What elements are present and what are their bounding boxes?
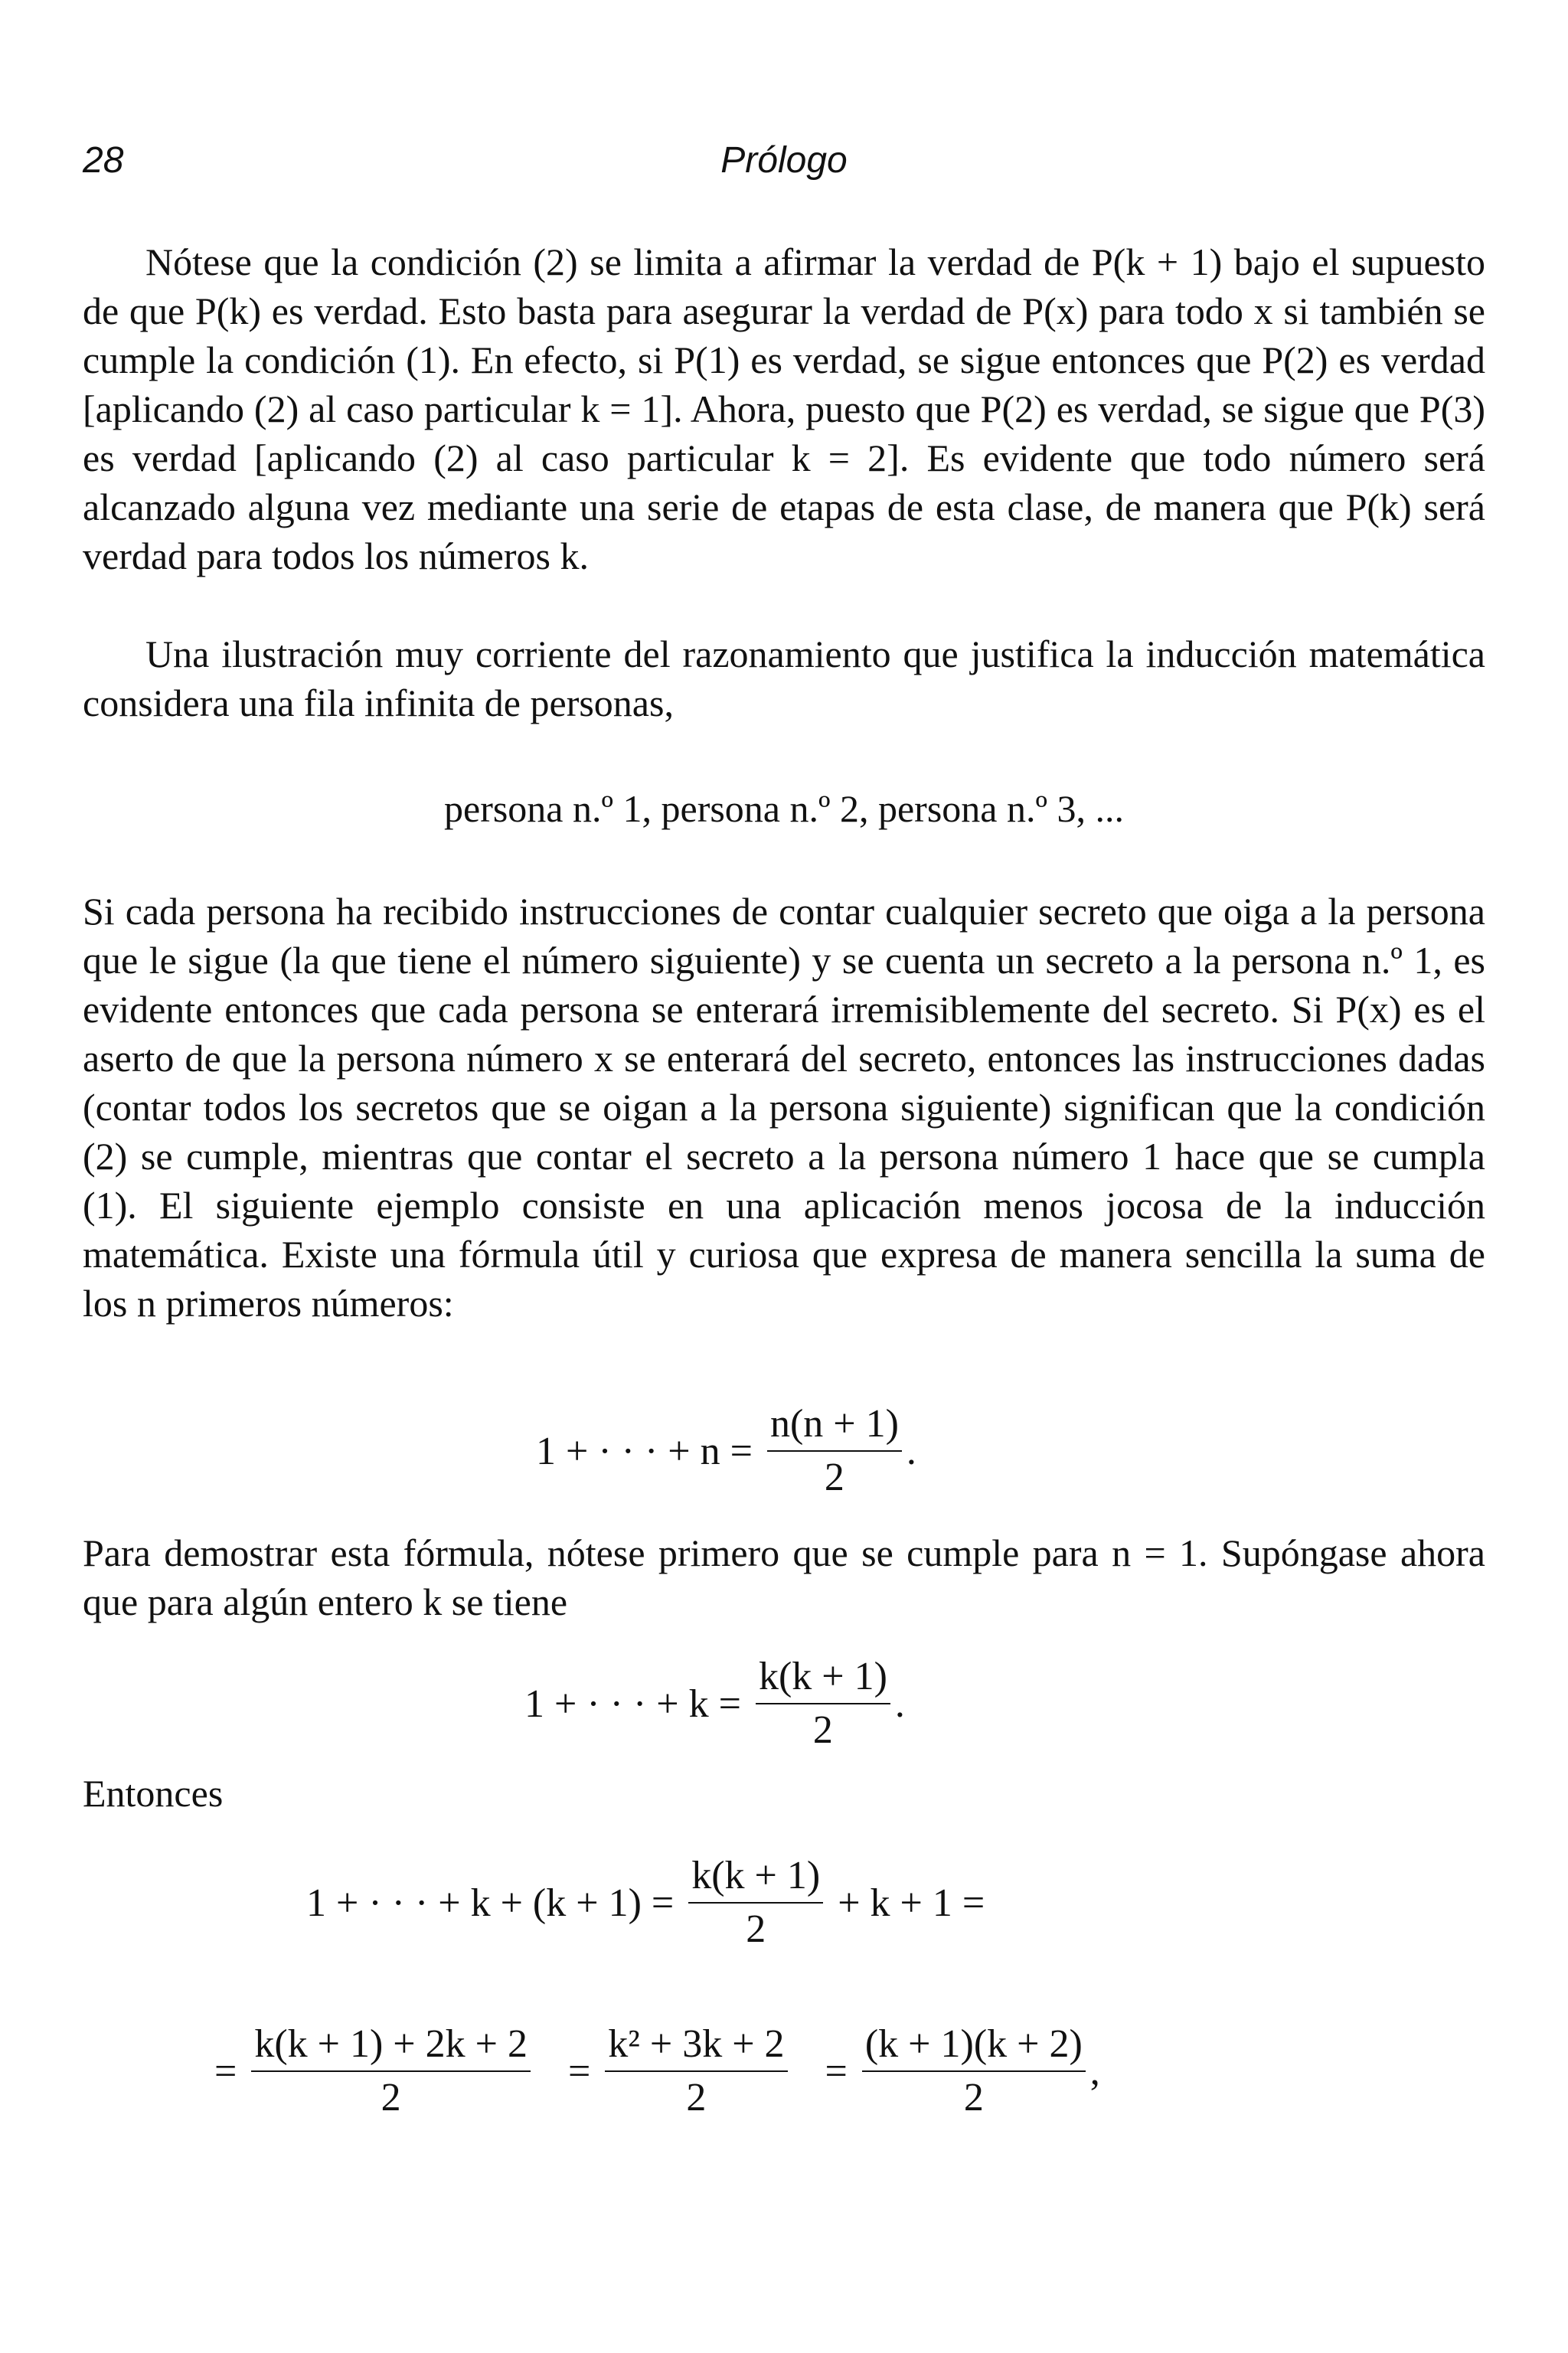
paragraph-text: Una ilustración muy corriente del razonamiento que justifica la inducción matemática considera una fila infinita de personas, — [83, 632, 1485, 724]
paragraph-text: Nótese que la condición (2) se limita a afirmar la verdad de P(k + 1) bajo el supuesto de que P(k) es verdad. Esto basta para asegurar la verdad de P(x) para todo x si también se cumple la condición (1). En efecto, si P(1) es verdad, se sigue entonces que P(2) es verdad [aplicando (2) al caso particular k = 1]. Ahora, puesto que P(2) es verdad, se sigue que P(3) es verdad [aplicando (2) al caso particular k = 2]. Es evidente que todo número será alcanzado alguna vez mediante una serie de etapas de esta clase, de manera que P(k) será verdad para todos los números k. — [83, 240, 1485, 577]
equation-lhs: 1 + · · · + n = — [536, 1429, 753, 1473]
numerator: k² + 3k + 2 — [605, 2021, 787, 2072]
equation-sum-k — [524, 1654, 905, 1753]
numerator: k(k + 1) — [756, 1654, 890, 1704]
paragraph-1 — [83, 237, 1485, 580]
equation-end: . — [906, 1429, 916, 1473]
page-number: 28 — [83, 140, 124, 181]
numerator: (k + 1)(k + 2) — [862, 2021, 1086, 2072]
fraction — [605, 2021, 787, 2121]
equals-sign: = — [825, 2049, 848, 2093]
fraction — [688, 1853, 823, 1953]
persons-list: persona n.º 1, persona n.º 2, persona n.º 3, ... — [444, 787, 1124, 830]
paragraph-text: Si cada persona ha recibido instrucciones de contar cualquier secreto que oiga a la persona que le sigue (la que tiene el número siguiente) y se cuenta un secreto a la persona n.º 1, es evidente entonces que cada persona se enterará irremisiblemente del secreto. Si P(x) es el aserto de que la persona número x se enterará del secreto, entonces las instrucciones dadas (contar todos los secretos que se oigan a la persona siguiente) significan que la condición (2) se cumple, mientras que contar el secreto a la persona número 1 hace que se cumpla (1). El siguiente ejemplo consiste en una aplicación menos jocosa de la inducción matemática. Existe una fórmula útil y curiosa que expresa de manera sencilla la suma de los n primeros números: — [83, 890, 1485, 1325]
paragraph-4 — [83, 1528, 1485, 1626]
equation-lhs: 1 + · · · + k + (k + 1) = — [306, 1881, 675, 1925]
equation-rhs: + k + 1 = — [838, 1881, 985, 1925]
running-title: Prólogo — [720, 140, 848, 181]
equation-end: , — [1089, 2049, 1100, 2093]
equation-induction-step — [306, 1853, 985, 1953]
fraction — [767, 1401, 902, 1501]
fraction — [251, 2021, 531, 2121]
paragraph-text: Entonces — [83, 1772, 224, 1815]
paragraph-3 — [83, 887, 1485, 1328]
numerator: n(n + 1) — [767, 1401, 902, 1452]
denominator: 2 — [381, 2076, 401, 2119]
equation-end: . — [894, 1681, 905, 1726]
equals-sign: = — [567, 2049, 591, 2093]
fraction — [756, 1654, 890, 1753]
fraction — [862, 2021, 1086, 2121]
equation-simplification — [214, 2021, 1100, 2121]
paragraph-2 — [83, 629, 1485, 727]
numerator: k(k + 1) — [688, 1853, 823, 1904]
equation-lhs: 1 + · · · + k = — [524, 1681, 741, 1726]
equals-sign: = — [214, 2049, 237, 2093]
equation-sum-n — [536, 1401, 916, 1501]
denominator: 2 — [963, 2076, 984, 2119]
denominator: 2 — [686, 2076, 707, 2119]
denominator: 2 — [746, 1907, 766, 1951]
numerator: k(k + 1) + 2k + 2 — [251, 2021, 531, 2072]
denominator: 2 — [824, 1456, 844, 1499]
denominator: 2 — [812, 1708, 833, 1752]
paragraph-text: Para demostrar esta fórmula, nótese primero que se cumple para n = 1. Supóngase ahora que para algún entero k se tiene — [83, 1531, 1485, 1623]
paragraph-5 — [83, 1769, 1485, 1818]
